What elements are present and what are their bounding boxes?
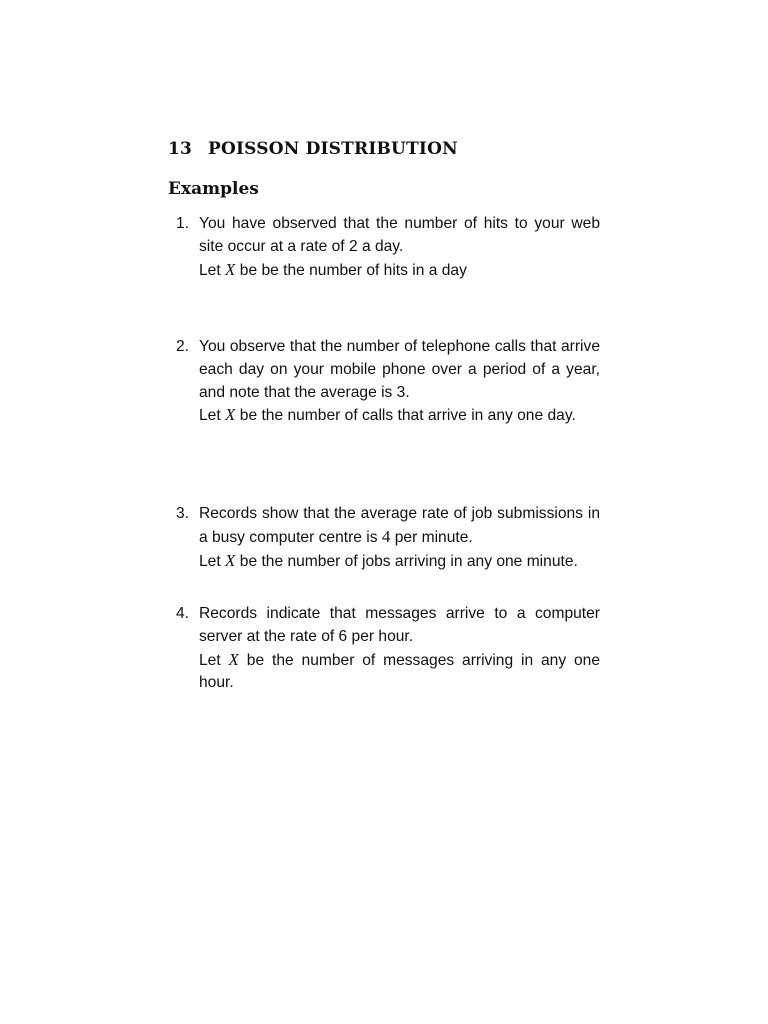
section-heading bbox=[168, 139, 458, 159]
variable-description: be the number of messages arriving in any one hour. bbox=[199, 651, 600, 692]
section-title: POISSON DISTRIBUTION bbox=[208, 139, 458, 159]
variable-description: be the number of jobs arriving in any one minute. bbox=[239, 552, 578, 570]
section-number: 13 bbox=[168, 139, 193, 159]
example-statement: You observe that the number of telephone calls that arrive each day on your mobile phone over a period of a year, and note that the average is 3. bbox=[199, 338, 600, 401]
example-item bbox=[176, 503, 600, 573]
example-statement: You have observed that the number of hits to your web site occur at a rate of 2 a day. bbox=[199, 215, 600, 255]
variable-description: be be the number of hits in a day bbox=[239, 261, 467, 279]
example-body bbox=[199, 503, 600, 573]
example-statement bbox=[199, 503, 600, 550]
statement-text: per minute. bbox=[394, 528, 473, 546]
example-statement: Records indicate that messages arrive to a computer server at the rate of 6 per hour. bbox=[199, 605, 600, 645]
variable-definition bbox=[199, 259, 600, 283]
examples-heading: Examples bbox=[168, 179, 259, 199]
let-word: Let bbox=[199, 407, 221, 425]
variable-definition bbox=[199, 649, 600, 696]
random-variable: X bbox=[225, 405, 236, 425]
let-word: Let bbox=[199, 261, 221, 279]
random-variable: X bbox=[228, 649, 239, 669]
example-body bbox=[199, 603, 600, 695]
example-body bbox=[199, 336, 600, 428]
example-item bbox=[176, 213, 600, 282]
random-variable: X bbox=[225, 259, 236, 279]
let-word: Let bbox=[199, 651, 221, 669]
let-word: Let bbox=[199, 552, 221, 570]
list-marker: 2. bbox=[176, 338, 190, 355]
example-item bbox=[176, 603, 600, 695]
statement-text: Records show that the average rate of job submissions in a busy computer centre is bbox=[199, 505, 600, 546]
list-marker: 3. bbox=[176, 505, 190, 522]
example-body bbox=[199, 213, 600, 282]
list-marker: 1. bbox=[176, 215, 190, 232]
random-variable: X bbox=[225, 550, 236, 570]
example-item bbox=[176, 336, 600, 428]
variable-definition bbox=[199, 550, 600, 574]
rate-value: 4 bbox=[381, 526, 391, 546]
variable-definition bbox=[199, 404, 600, 428]
variable-description: be the number of calls that arrive in any one day. bbox=[239, 407, 576, 425]
list-marker: 4. bbox=[176, 605, 190, 622]
